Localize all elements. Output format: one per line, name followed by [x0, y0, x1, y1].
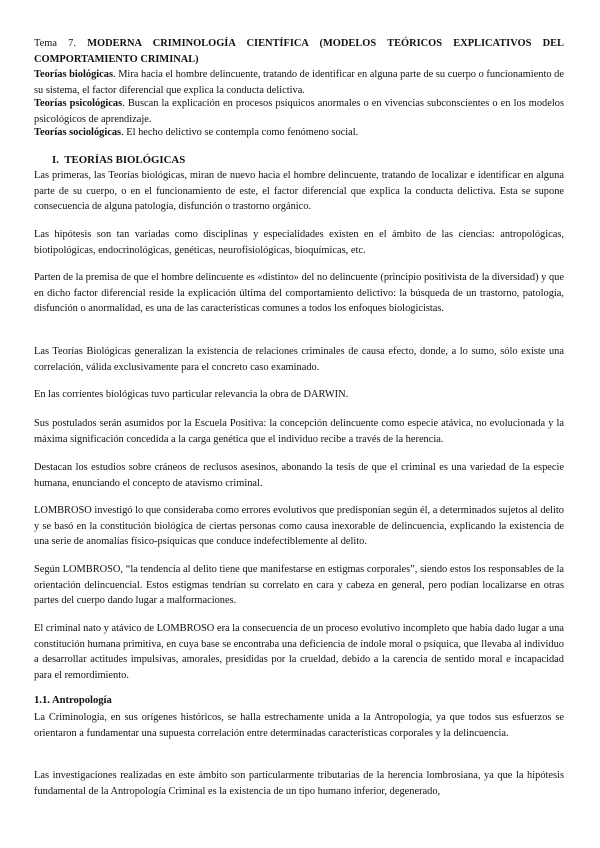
paragraph: Las hipótesis son tan variadas como disciplinas y especialidades existen en el ámbito de las ciencias: antropológicas, biotipológicas, endocrinológicas, genéticas, neurofisiológicas, bioquímicas, etc.: [34, 229, 564, 256]
section-heading: I. TEORÍAS BIOLÓGICAS: [52, 154, 186, 166]
subsection-heading: 1.1. Antropología: [34, 695, 112, 706]
intro-sociological: Teorías sociológicas. El hecho delictivo se contempla como fenómeno social.: [34, 127, 359, 138]
intro-biological: Teorías biológicas. Mira hacia el hombre delincuente, tratando de identificar en alguna parte de su cuerpo o funcionamiento de su sistema, el factor diferencial que explica la conducta delictiva.: [34, 69, 564, 96]
paragraph: El criminal nato y atávico de LOMBROSO era la consecuencia de un proceso evolutivo incompleto que había dado lugar a una constitución humana primitiva, en cuya base se encontraba una deficiencia de índole moral o psíquica, que llevaba al individuo a desarrollar actitudes impulsivas, amorales, presididas por la crueldad, debido a la carencia de sentido moral e incapacidad para el remordimiento.: [34, 623, 564, 681]
paragraph: Las Teorías Biológicas generalizan la existencia de relaciones criminales de causa efecto, donde, a lo sumo, sólo existe una correlación, válida exclusivamente para el concreto caso examinado.: [34, 346, 564, 373]
paragraph: La Criminología, en sus orígenes históricos, se halla estrechamente unida a la Antropología, ya que todos sus esfuerzos se orientaron a fundamentar una supuesta correlación entre determinadas características corporales y la delincuencia.: [34, 712, 564, 739]
paragraph: Destacan los estudios sobre cráneos de reclusos asesinos, abonando la tesis de que el criminal es una variedad de la especie humana, enunciando el concepto de atavismo criminal.: [34, 462, 564, 489]
paragraph: LOMBROSO investigó lo que consideraba como errores evolutivos que predisponían según él, a determinados sujetos al delito y se basó en la constitución biológica de ciertas personas como causa inexorable de delincuencia, explicando la existencia de una serie de anomalías físico-psíquicas que conduce indefectiblemente al delito.: [34, 505, 564, 548]
paragraph: Las primeras, las Teorías biológicas, miran de nuevo hacia el hombre delincuente, tratando de localizar e identificar en alguna parte de su cuerpo, o en el funcionamiento de este, el factor diferencial que explica la conducta delictiva. Esta se supone consecuencia de alguna patología, disfunción o trastorno orgánico.: [34, 170, 564, 213]
paragraph: Sus postulados serán asumidos por la Escuela Positiva: la concepción delincuente como especie atávica, no evolucionada y la máxima significación concedida a la carga genética que el individuo recibe a través de la herencia.: [34, 418, 564, 445]
intro-psychological: Teorías psicológicas. Buscan la explicación en procesos psíquicos anormales o en vivencias subconscientes o en los modelos psicológicos de aprendizaje.: [34, 98, 564, 125]
paragraph: En las corrientes biológicas tuvo particular relevancia la obra de DARWIN.: [34, 389, 349, 400]
document-title: Tema 7. MODERNA CRIMINOLOGÍA CIENTÍFICA (MODELOS TEÓRICOS EXPLICATIVOS DEL COMPORTAMIENTO CRIMINAL): [34, 38, 564, 65]
paragraph: Según LOMBROSO, “la tendencia al delito tiene que manifestarse en estigmas corporales”, siendo estos los responsables de la orientación delincuencial. Estos estigmas tendrían su correlato en cara y cabeza en general, pero podían localizarse en otras partes del cuerpo dando lugar a malformaciones.: [34, 564, 564, 607]
paragraph: Parten de la premisa de que el hombre delincuente es «distinto» del no delincuente (principio positivista de la diversidad) y que en dicho factor diferencial reside la explicación última del comportamiento delictivo: la búsqueda de un trastorno, patología, disfunción o anormalidad, es una de las características comunes a todos los enfoques biologicistas.: [34, 272, 564, 315]
paragraph: Las investigaciones realizadas en este ámbito son particularmente tributarias de la herencia lombrosiana, ya que la hipótesis fundamental de la Antropología Criminal es la existencia de un tipo humano inferior, degenerado,: [34, 770, 564, 797]
